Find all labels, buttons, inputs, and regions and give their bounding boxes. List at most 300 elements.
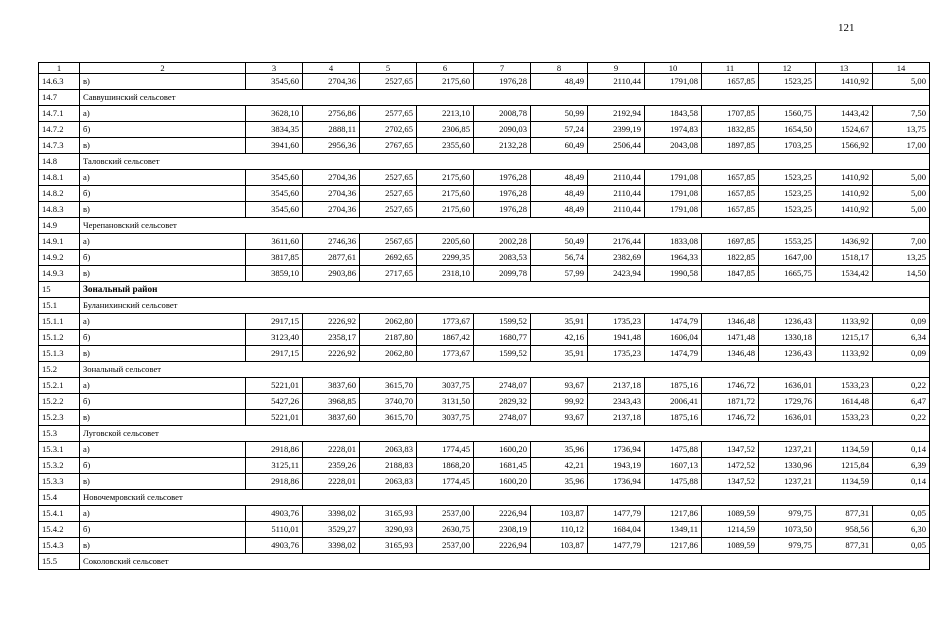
value-cell: 1600,20 bbox=[474, 442, 531, 458]
value-cell: 2748,07 bbox=[474, 378, 531, 394]
table-row bbox=[39, 138, 930, 154]
value-cell: 2423,94 bbox=[588, 266, 645, 282]
value-cell: 3529,27 bbox=[303, 522, 360, 538]
value-cell: 2527,65 bbox=[360, 186, 417, 202]
value-cell: 1217,86 bbox=[645, 506, 702, 522]
row-code: 14.9.2 bbox=[39, 250, 80, 266]
table-row bbox=[39, 202, 930, 218]
value-cell: 1875,16 bbox=[645, 410, 702, 426]
value-cell: 2137,18 bbox=[588, 410, 645, 426]
value-cell: 1533,23 bbox=[816, 410, 873, 426]
value-cell: 2228,01 bbox=[303, 442, 360, 458]
row-code: 14.8.2 bbox=[39, 186, 80, 202]
value-cell: 2355,60 bbox=[417, 138, 474, 154]
value-cell: 1089,59 bbox=[702, 538, 759, 554]
row-variant-label: б) bbox=[80, 330, 246, 346]
value-cell: 3165,93 bbox=[360, 506, 417, 522]
value-cell: 7,50 bbox=[873, 106, 930, 122]
value-cell: 0,05 bbox=[873, 538, 930, 554]
table-row bbox=[39, 538, 930, 554]
column-header: 3 bbox=[246, 63, 303, 74]
row-code: 14.7 bbox=[39, 90, 80, 106]
row-code: 15 bbox=[39, 282, 80, 298]
value-cell: 2318,10 bbox=[417, 266, 474, 282]
value-cell: 2702,65 bbox=[360, 122, 417, 138]
table-body bbox=[39, 63, 930, 570]
value-cell: 979,75 bbox=[759, 506, 816, 522]
value-cell: 1214,59 bbox=[702, 522, 759, 538]
value-cell: 5221,01 bbox=[246, 378, 303, 394]
group-row bbox=[39, 554, 930, 570]
row-code: 15.1 bbox=[39, 298, 80, 314]
value-cell: 2577,65 bbox=[360, 106, 417, 122]
value-cell: 2877,61 bbox=[303, 250, 360, 266]
column-header: 11 bbox=[702, 63, 759, 74]
value-cell: 2888,11 bbox=[303, 122, 360, 138]
row-variant-label: б) bbox=[80, 394, 246, 410]
settlement-title: Новочемровский сельсовет bbox=[80, 490, 930, 506]
column-header: 14 bbox=[873, 63, 930, 74]
value-cell: 2110,44 bbox=[588, 74, 645, 90]
group-row bbox=[39, 218, 930, 234]
group-row bbox=[39, 426, 930, 442]
row-code: 14.8 bbox=[39, 154, 80, 170]
value-cell: 1680,77 bbox=[474, 330, 531, 346]
value-cell: 1774,45 bbox=[417, 442, 474, 458]
value-cell: 1657,85 bbox=[702, 74, 759, 90]
column-header: 8 bbox=[531, 63, 588, 74]
value-cell: 1657,85 bbox=[702, 202, 759, 218]
row-variant-label: б) bbox=[80, 458, 246, 474]
table-row bbox=[39, 186, 930, 202]
value-cell: 2692,65 bbox=[360, 250, 417, 266]
value-cell: 958,56 bbox=[816, 522, 873, 538]
value-cell: 1843,58 bbox=[645, 106, 702, 122]
value-cell: 13,75 bbox=[873, 122, 930, 138]
value-cell: 2226,92 bbox=[303, 314, 360, 330]
value-cell: 1477,79 bbox=[588, 538, 645, 554]
value-cell: 1684,04 bbox=[588, 522, 645, 538]
value-cell: 1523,25 bbox=[759, 202, 816, 218]
value-cell: 93,67 bbox=[531, 410, 588, 426]
value-cell: 1867,42 bbox=[417, 330, 474, 346]
row-variant-label: а) bbox=[80, 314, 246, 330]
value-cell: 0,09 bbox=[873, 314, 930, 330]
row-code: 14.9.3 bbox=[39, 266, 80, 282]
value-cell: 2226,94 bbox=[474, 538, 531, 554]
value-cell: 1697,85 bbox=[702, 234, 759, 250]
column-header: 9 bbox=[588, 63, 645, 74]
value-cell: 3968,85 bbox=[303, 394, 360, 410]
value-cell: 1703,25 bbox=[759, 138, 816, 154]
value-cell: 1553,25 bbox=[759, 234, 816, 250]
value-cell: 1134,59 bbox=[816, 474, 873, 490]
value-cell: 2537,00 bbox=[417, 538, 474, 554]
value-cell: 2188,83 bbox=[360, 458, 417, 474]
value-cell: 2527,65 bbox=[360, 74, 417, 90]
value-cell: 2062,80 bbox=[360, 314, 417, 330]
value-cell: 1089,59 bbox=[702, 506, 759, 522]
value-cell: 1976,28 bbox=[474, 202, 531, 218]
value-cell: 3859,10 bbox=[246, 266, 303, 282]
value-cell: 1600,20 bbox=[474, 474, 531, 490]
value-cell: 1073,50 bbox=[759, 522, 816, 538]
value-cell: 2137,18 bbox=[588, 378, 645, 394]
value-cell: 5221,01 bbox=[246, 410, 303, 426]
value-cell: 56,74 bbox=[531, 250, 588, 266]
table-row bbox=[39, 346, 930, 362]
page-number: 121 bbox=[838, 22, 855, 34]
value-cell: 3545,60 bbox=[246, 202, 303, 218]
row-code: 15.4 bbox=[39, 490, 80, 506]
value-cell: 2205,60 bbox=[417, 234, 474, 250]
value-cell: 2002,28 bbox=[474, 234, 531, 250]
row-code: 14.6.3 bbox=[39, 74, 80, 90]
table-row bbox=[39, 506, 930, 522]
table-row bbox=[39, 330, 930, 346]
value-cell: 1471,48 bbox=[702, 330, 759, 346]
settlement-title: Таловский сельсовет bbox=[80, 154, 930, 170]
value-cell: 2756,86 bbox=[303, 106, 360, 122]
value-cell: 3628,10 bbox=[246, 106, 303, 122]
value-cell: 2704,36 bbox=[303, 170, 360, 186]
value-cell: 3290,93 bbox=[360, 522, 417, 538]
value-cell: 1410,92 bbox=[816, 170, 873, 186]
value-cell: 1436,92 bbox=[816, 234, 873, 250]
row-variant-label: в) bbox=[80, 410, 246, 426]
value-cell: 5,00 bbox=[873, 186, 930, 202]
value-cell: 1236,43 bbox=[759, 346, 816, 362]
value-cell: 2704,36 bbox=[303, 186, 360, 202]
value-cell: 2175,60 bbox=[417, 202, 474, 218]
value-cell: 3545,60 bbox=[246, 74, 303, 90]
group-row bbox=[39, 298, 930, 314]
column-header: 10 bbox=[645, 63, 702, 74]
value-cell: 1237,21 bbox=[759, 442, 816, 458]
value-cell: 2110,44 bbox=[588, 202, 645, 218]
value-cell: 17,00 bbox=[873, 138, 930, 154]
column-header: 6 bbox=[417, 63, 474, 74]
value-cell: 2110,44 bbox=[588, 170, 645, 186]
value-cell: 1346,48 bbox=[702, 346, 759, 362]
value-cell: 35,91 bbox=[531, 346, 588, 362]
value-cell: 50,99 bbox=[531, 106, 588, 122]
row-variant-label: в) bbox=[80, 138, 246, 154]
value-cell: 1636,01 bbox=[759, 410, 816, 426]
value-cell: 1330,18 bbox=[759, 330, 816, 346]
value-cell: 1477,79 bbox=[588, 506, 645, 522]
settlement-title: Луговской сельсовет bbox=[80, 426, 930, 442]
settlement-title: Соколовский сельсовет bbox=[80, 554, 930, 570]
row-code: 14.7.1 bbox=[39, 106, 80, 122]
column-header: 12 bbox=[759, 63, 816, 74]
value-cell: 1566,92 bbox=[816, 138, 873, 154]
row-code: 14.9 bbox=[39, 218, 80, 234]
value-cell: 1657,85 bbox=[702, 170, 759, 186]
value-cell: 99,92 bbox=[531, 394, 588, 410]
table-row bbox=[39, 394, 930, 410]
value-cell: 1518,17 bbox=[816, 250, 873, 266]
table-row bbox=[39, 378, 930, 394]
column-header: 2 bbox=[80, 63, 246, 74]
value-cell: 2008,78 bbox=[474, 106, 531, 122]
row-code: 15.2.1 bbox=[39, 378, 80, 394]
value-cell: 1832,85 bbox=[702, 122, 759, 138]
row-code: 15.2.2 bbox=[39, 394, 80, 410]
value-cell: 3941,60 bbox=[246, 138, 303, 154]
value-cell: 4903,76 bbox=[246, 506, 303, 522]
value-cell: 3837,60 bbox=[303, 378, 360, 394]
value-cell: 2110,44 bbox=[588, 186, 645, 202]
value-cell: 1833,08 bbox=[645, 234, 702, 250]
value-cell: 2043,08 bbox=[645, 138, 702, 154]
value-cell: 1607,13 bbox=[645, 458, 702, 474]
value-cell: 48,49 bbox=[531, 170, 588, 186]
value-cell: 2917,15 bbox=[246, 314, 303, 330]
table-row bbox=[39, 410, 930, 426]
value-cell: 0,22 bbox=[873, 378, 930, 394]
column-header: 13 bbox=[816, 63, 873, 74]
value-cell: 0,22 bbox=[873, 410, 930, 426]
value-cell: 1976,28 bbox=[474, 74, 531, 90]
value-cell: 1475,88 bbox=[645, 474, 702, 490]
value-cell: 2343,43 bbox=[588, 394, 645, 410]
value-cell: 3165,93 bbox=[360, 538, 417, 554]
value-cell: 1524,67 bbox=[816, 122, 873, 138]
value-cell: 3037,75 bbox=[417, 378, 474, 394]
value-cell: 1599,52 bbox=[474, 346, 531, 362]
value-cell: 3740,70 bbox=[360, 394, 417, 410]
table-row bbox=[39, 106, 930, 122]
row-code: 14.7.3 bbox=[39, 138, 80, 154]
value-cell: 13,25 bbox=[873, 250, 930, 266]
value-cell: 2226,92 bbox=[303, 346, 360, 362]
value-cell: 1964,33 bbox=[645, 250, 702, 266]
row-code: 15.4.2 bbox=[39, 522, 80, 538]
value-cell: 3817,85 bbox=[246, 250, 303, 266]
value-cell: 2175,60 bbox=[417, 170, 474, 186]
value-cell: 42,16 bbox=[531, 330, 588, 346]
value-cell: 48,49 bbox=[531, 202, 588, 218]
row-variant-label: б) bbox=[80, 522, 246, 538]
header-row bbox=[39, 63, 930, 74]
value-cell: 1773,67 bbox=[417, 314, 474, 330]
value-cell: 1707,85 bbox=[702, 106, 759, 122]
value-cell: 2132,28 bbox=[474, 138, 531, 154]
value-cell: 0,05 bbox=[873, 506, 930, 522]
group-row bbox=[39, 490, 930, 506]
row-variant-label: а) bbox=[80, 170, 246, 186]
value-cell: 2829,32 bbox=[474, 394, 531, 410]
row-code: 15.1.3 bbox=[39, 346, 80, 362]
row-variant-label: а) bbox=[80, 234, 246, 250]
value-cell: 1791,08 bbox=[645, 74, 702, 90]
value-cell: 2213,10 bbox=[417, 106, 474, 122]
table-row bbox=[39, 458, 930, 474]
value-cell: 2537,00 bbox=[417, 506, 474, 522]
value-cell: 2917,15 bbox=[246, 346, 303, 362]
value-cell: 1523,25 bbox=[759, 74, 816, 90]
value-cell: 5,00 bbox=[873, 202, 930, 218]
value-cell: 35,96 bbox=[531, 442, 588, 458]
row-variant-label: б) bbox=[80, 186, 246, 202]
value-cell: 2299,35 bbox=[417, 250, 474, 266]
value-cell: 1347,52 bbox=[702, 474, 759, 490]
value-cell: 2175,60 bbox=[417, 74, 474, 90]
row-code: 15.3.2 bbox=[39, 458, 80, 474]
row-code: 14.9.1 bbox=[39, 234, 80, 250]
value-cell: 1976,28 bbox=[474, 170, 531, 186]
value-cell: 1943,19 bbox=[588, 458, 645, 474]
value-cell: 5427,26 bbox=[246, 394, 303, 410]
value-cell: 2746,36 bbox=[303, 234, 360, 250]
value-cell: 1875,16 bbox=[645, 378, 702, 394]
value-cell: 2506,44 bbox=[588, 138, 645, 154]
table-row bbox=[39, 122, 930, 138]
value-cell: 2090,03 bbox=[474, 122, 531, 138]
value-cell: 35,96 bbox=[531, 474, 588, 490]
value-cell: 2175,60 bbox=[417, 186, 474, 202]
value-cell: 1681,45 bbox=[474, 458, 531, 474]
value-cell: 0,14 bbox=[873, 442, 930, 458]
value-cell: 1599,52 bbox=[474, 314, 531, 330]
row-code: 15.3 bbox=[39, 426, 80, 442]
section-row bbox=[39, 282, 930, 298]
value-cell: 2083,53 bbox=[474, 250, 531, 266]
district-title: Зональный район bbox=[80, 282, 930, 298]
row-variant-label: а) bbox=[80, 106, 246, 122]
value-cell: 2382,69 bbox=[588, 250, 645, 266]
row-variant-label: в) bbox=[80, 74, 246, 90]
value-cell: 1472,52 bbox=[702, 458, 759, 474]
value-cell: 1657,85 bbox=[702, 186, 759, 202]
value-cell: 3125,11 bbox=[246, 458, 303, 474]
value-cell: 1533,23 bbox=[816, 378, 873, 394]
value-cell: 2099,78 bbox=[474, 266, 531, 282]
value-cell: 2063,83 bbox=[360, 474, 417, 490]
value-cell: 1791,08 bbox=[645, 202, 702, 218]
row-code: 15.2.3 bbox=[39, 410, 80, 426]
value-cell: 1410,92 bbox=[816, 186, 873, 202]
tariff-table bbox=[38, 62, 930, 570]
value-cell: 1134,59 bbox=[816, 442, 873, 458]
value-cell: 103,87 bbox=[531, 506, 588, 522]
value-cell: 1746,72 bbox=[702, 378, 759, 394]
value-cell: 2063,83 bbox=[360, 442, 417, 458]
value-cell: 48,49 bbox=[531, 74, 588, 90]
value-cell: 2956,36 bbox=[303, 138, 360, 154]
settlement-title: Буланихинский сельсовет bbox=[80, 298, 930, 314]
value-cell: 1410,92 bbox=[816, 74, 873, 90]
value-cell: 1330,96 bbox=[759, 458, 816, 474]
value-cell: 1847,85 bbox=[702, 266, 759, 282]
value-cell: 1791,08 bbox=[645, 170, 702, 186]
value-cell: 1736,94 bbox=[588, 474, 645, 490]
table-row bbox=[39, 442, 930, 458]
value-cell: 2006,41 bbox=[645, 394, 702, 410]
value-cell: 1410,92 bbox=[816, 202, 873, 218]
value-cell: 0,09 bbox=[873, 346, 930, 362]
value-cell: 3615,70 bbox=[360, 410, 417, 426]
value-cell: 1215,84 bbox=[816, 458, 873, 474]
value-cell: 57,99 bbox=[531, 266, 588, 282]
value-cell: 5110,01 bbox=[246, 522, 303, 538]
column-header: 4 bbox=[303, 63, 360, 74]
settlement-title: Саввушинский сельсовет bbox=[80, 90, 930, 106]
value-cell: 1871,72 bbox=[702, 394, 759, 410]
value-cell: 1606,04 bbox=[645, 330, 702, 346]
value-cell: 1990,58 bbox=[645, 266, 702, 282]
value-cell: 3037,75 bbox=[417, 410, 474, 426]
value-cell: 2527,65 bbox=[360, 202, 417, 218]
value-cell: 1475,88 bbox=[645, 442, 702, 458]
value-cell: 979,75 bbox=[759, 538, 816, 554]
value-cell: 1347,52 bbox=[702, 442, 759, 458]
column-header: 5 bbox=[360, 63, 417, 74]
value-cell: 2903,86 bbox=[303, 266, 360, 282]
value-cell: 1746,72 bbox=[702, 410, 759, 426]
value-cell: 2192,94 bbox=[588, 106, 645, 122]
table-row bbox=[39, 266, 930, 282]
value-cell: 2767,65 bbox=[360, 138, 417, 154]
value-cell: 103,87 bbox=[531, 538, 588, 554]
row-code: 15.3.3 bbox=[39, 474, 80, 490]
row-variant-label: в) bbox=[80, 202, 246, 218]
value-cell: 93,67 bbox=[531, 378, 588, 394]
row-code: 15.4.3 bbox=[39, 538, 80, 554]
value-cell: 1133,92 bbox=[816, 314, 873, 330]
value-cell: 1523,25 bbox=[759, 170, 816, 186]
value-cell: 3545,60 bbox=[246, 170, 303, 186]
value-cell: 5,00 bbox=[873, 170, 930, 186]
row-variant-label: а) bbox=[80, 378, 246, 394]
value-cell: 1729,76 bbox=[759, 394, 816, 410]
value-cell: 3131,50 bbox=[417, 394, 474, 410]
value-cell: 1735,23 bbox=[588, 314, 645, 330]
value-cell: 1217,86 bbox=[645, 538, 702, 554]
row-variant-label: б) bbox=[80, 250, 246, 266]
value-cell: 1523,25 bbox=[759, 186, 816, 202]
value-cell: 2717,65 bbox=[360, 266, 417, 282]
value-cell: 1614,48 bbox=[816, 394, 873, 410]
value-cell: 1236,43 bbox=[759, 314, 816, 330]
value-cell: 877,31 bbox=[816, 506, 873, 522]
table-row bbox=[39, 474, 930, 490]
value-cell: 1443,42 bbox=[816, 106, 873, 122]
value-cell: 7,00 bbox=[873, 234, 930, 250]
value-cell: 3834,35 bbox=[246, 122, 303, 138]
value-cell: 110,12 bbox=[531, 522, 588, 538]
row-code: 15.5 bbox=[39, 554, 80, 570]
value-cell: 1349,11 bbox=[645, 522, 702, 538]
row-code: 15.2 bbox=[39, 362, 80, 378]
value-cell: 57,24 bbox=[531, 122, 588, 138]
value-cell: 1534,42 bbox=[816, 266, 873, 282]
value-cell: 50,49 bbox=[531, 234, 588, 250]
value-cell: 1474,79 bbox=[645, 346, 702, 362]
row-code: 15.1.1 bbox=[39, 314, 80, 330]
value-cell: 5,00 bbox=[873, 74, 930, 90]
row-variant-label: а) bbox=[80, 442, 246, 458]
value-cell: 1974,83 bbox=[645, 122, 702, 138]
table-row bbox=[39, 522, 930, 538]
value-cell: 4903,76 bbox=[246, 538, 303, 554]
value-cell: 2308,19 bbox=[474, 522, 531, 538]
value-cell: 1774,45 bbox=[417, 474, 474, 490]
table-row bbox=[39, 170, 930, 186]
row-variant-label: в) bbox=[80, 346, 246, 362]
value-cell: 1736,94 bbox=[588, 442, 645, 458]
